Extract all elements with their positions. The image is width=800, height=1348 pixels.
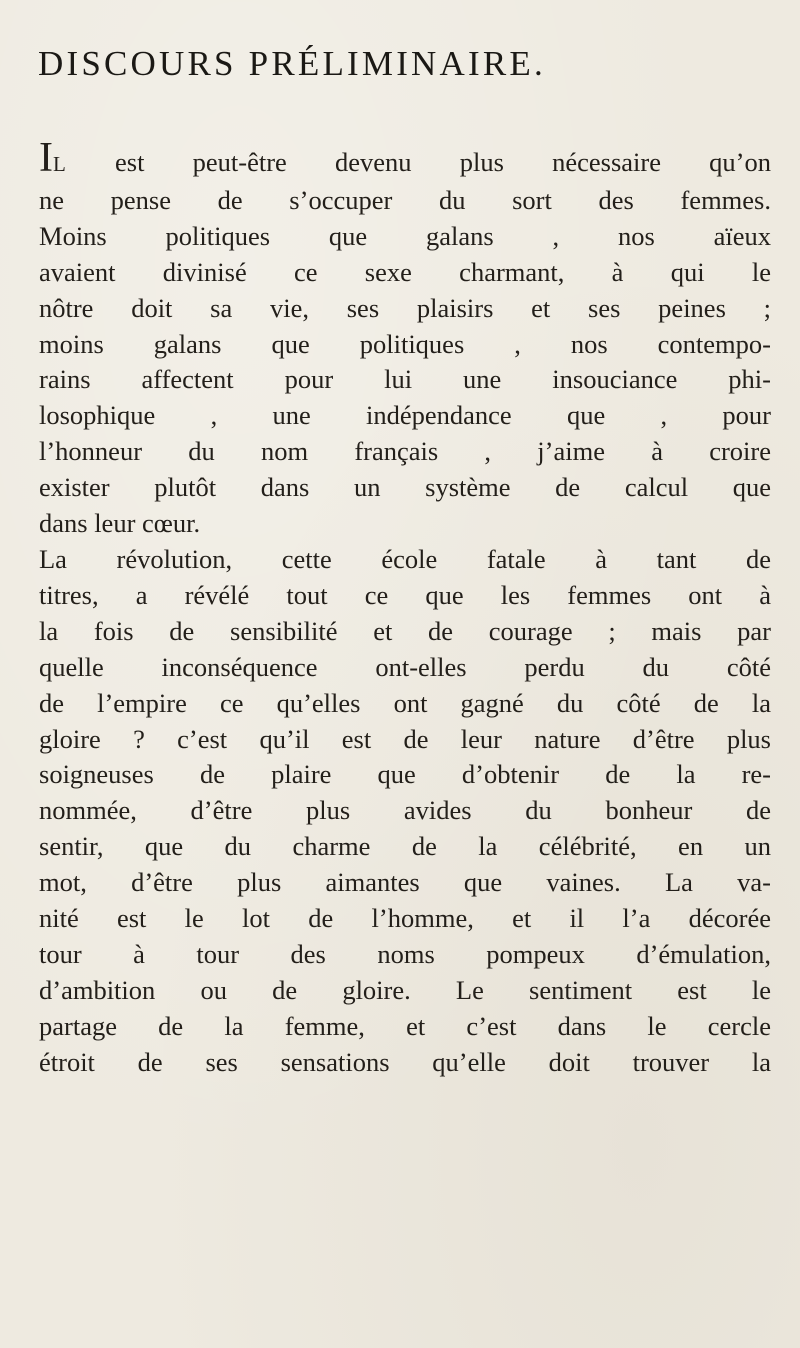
text-line: losophique , une indépendance que , pour [39, 400, 771, 431]
text-line: mot, d’être plus aimantes que vaines. La va- [39, 867, 771, 898]
text-line: étroit de ses sensations qu’elle doit trouver la [39, 1046, 771, 1077]
text-line: ne pense de s’occuper du sort des femmes. [39, 184, 771, 215]
text-line: La révolution, cette école fatale à tant de [39, 543, 771, 574]
text-line: rains affectent pour lui une insouciance phi- [39, 364, 771, 395]
drop-cap: I [39, 135, 53, 181]
text-line: IL est peut-être devenu plus nécessaire qu’on [39, 135, 771, 181]
text-line: nité est le lot de l’homme, et il l’a décorée [39, 903, 771, 934]
text-line: dans leur cœur. [39, 508, 201, 539]
small-caps-letter: L [53, 152, 67, 176]
text-line: de l’empire ce qu’elles ont gagné du côté de la [39, 687, 771, 718]
body-text [39, 135, 771, 1081]
running-head: DISCOURS PRÉLIMINAIRE. [38, 44, 546, 83]
text-line: soigneuses de plaire que d’obtenir de la re- [39, 759, 771, 790]
text-line: exister plutôt dans un système de calcul que [39, 472, 771, 503]
text-line: d’ambition ou de gloire. Le sentiment est le [39, 974, 771, 1005]
text-line: titres, a révélé tout ce que les femmes ont à [39, 579, 771, 610]
text-line: tour à tour des noms pompeux d’émulation, [39, 938, 771, 969]
text-line: avaient divinisé ce sexe charmant, à qui le [39, 256, 771, 287]
text-line: nôtre doit sa vie, ses plaisirs et ses peines ; [39, 292, 771, 323]
text-line: quelle inconséquence ont-elles perdu du côté [39, 651, 771, 682]
text-line: partage de la femme, et c’est dans le cercle [39, 1010, 771, 1041]
text-line: la fois de sensibilité et de courage ; mais par [39, 615, 771, 646]
text-line: sentir, que du charme de la célébrité, en un [39, 831, 771, 862]
text-line: Moins politiques que galans , nos aïeux [39, 220, 771, 251]
text-line: moins galans que politiques , nos contempo- [39, 328, 771, 359]
text-line: nommée, d’être plus avides du bonheur de [39, 795, 771, 826]
text-line: gloire ? c’est qu’il est de leur nature d’être plus [39, 723, 771, 754]
text-line: l’honneur du nom français , j’aime à croire [39, 436, 771, 467]
